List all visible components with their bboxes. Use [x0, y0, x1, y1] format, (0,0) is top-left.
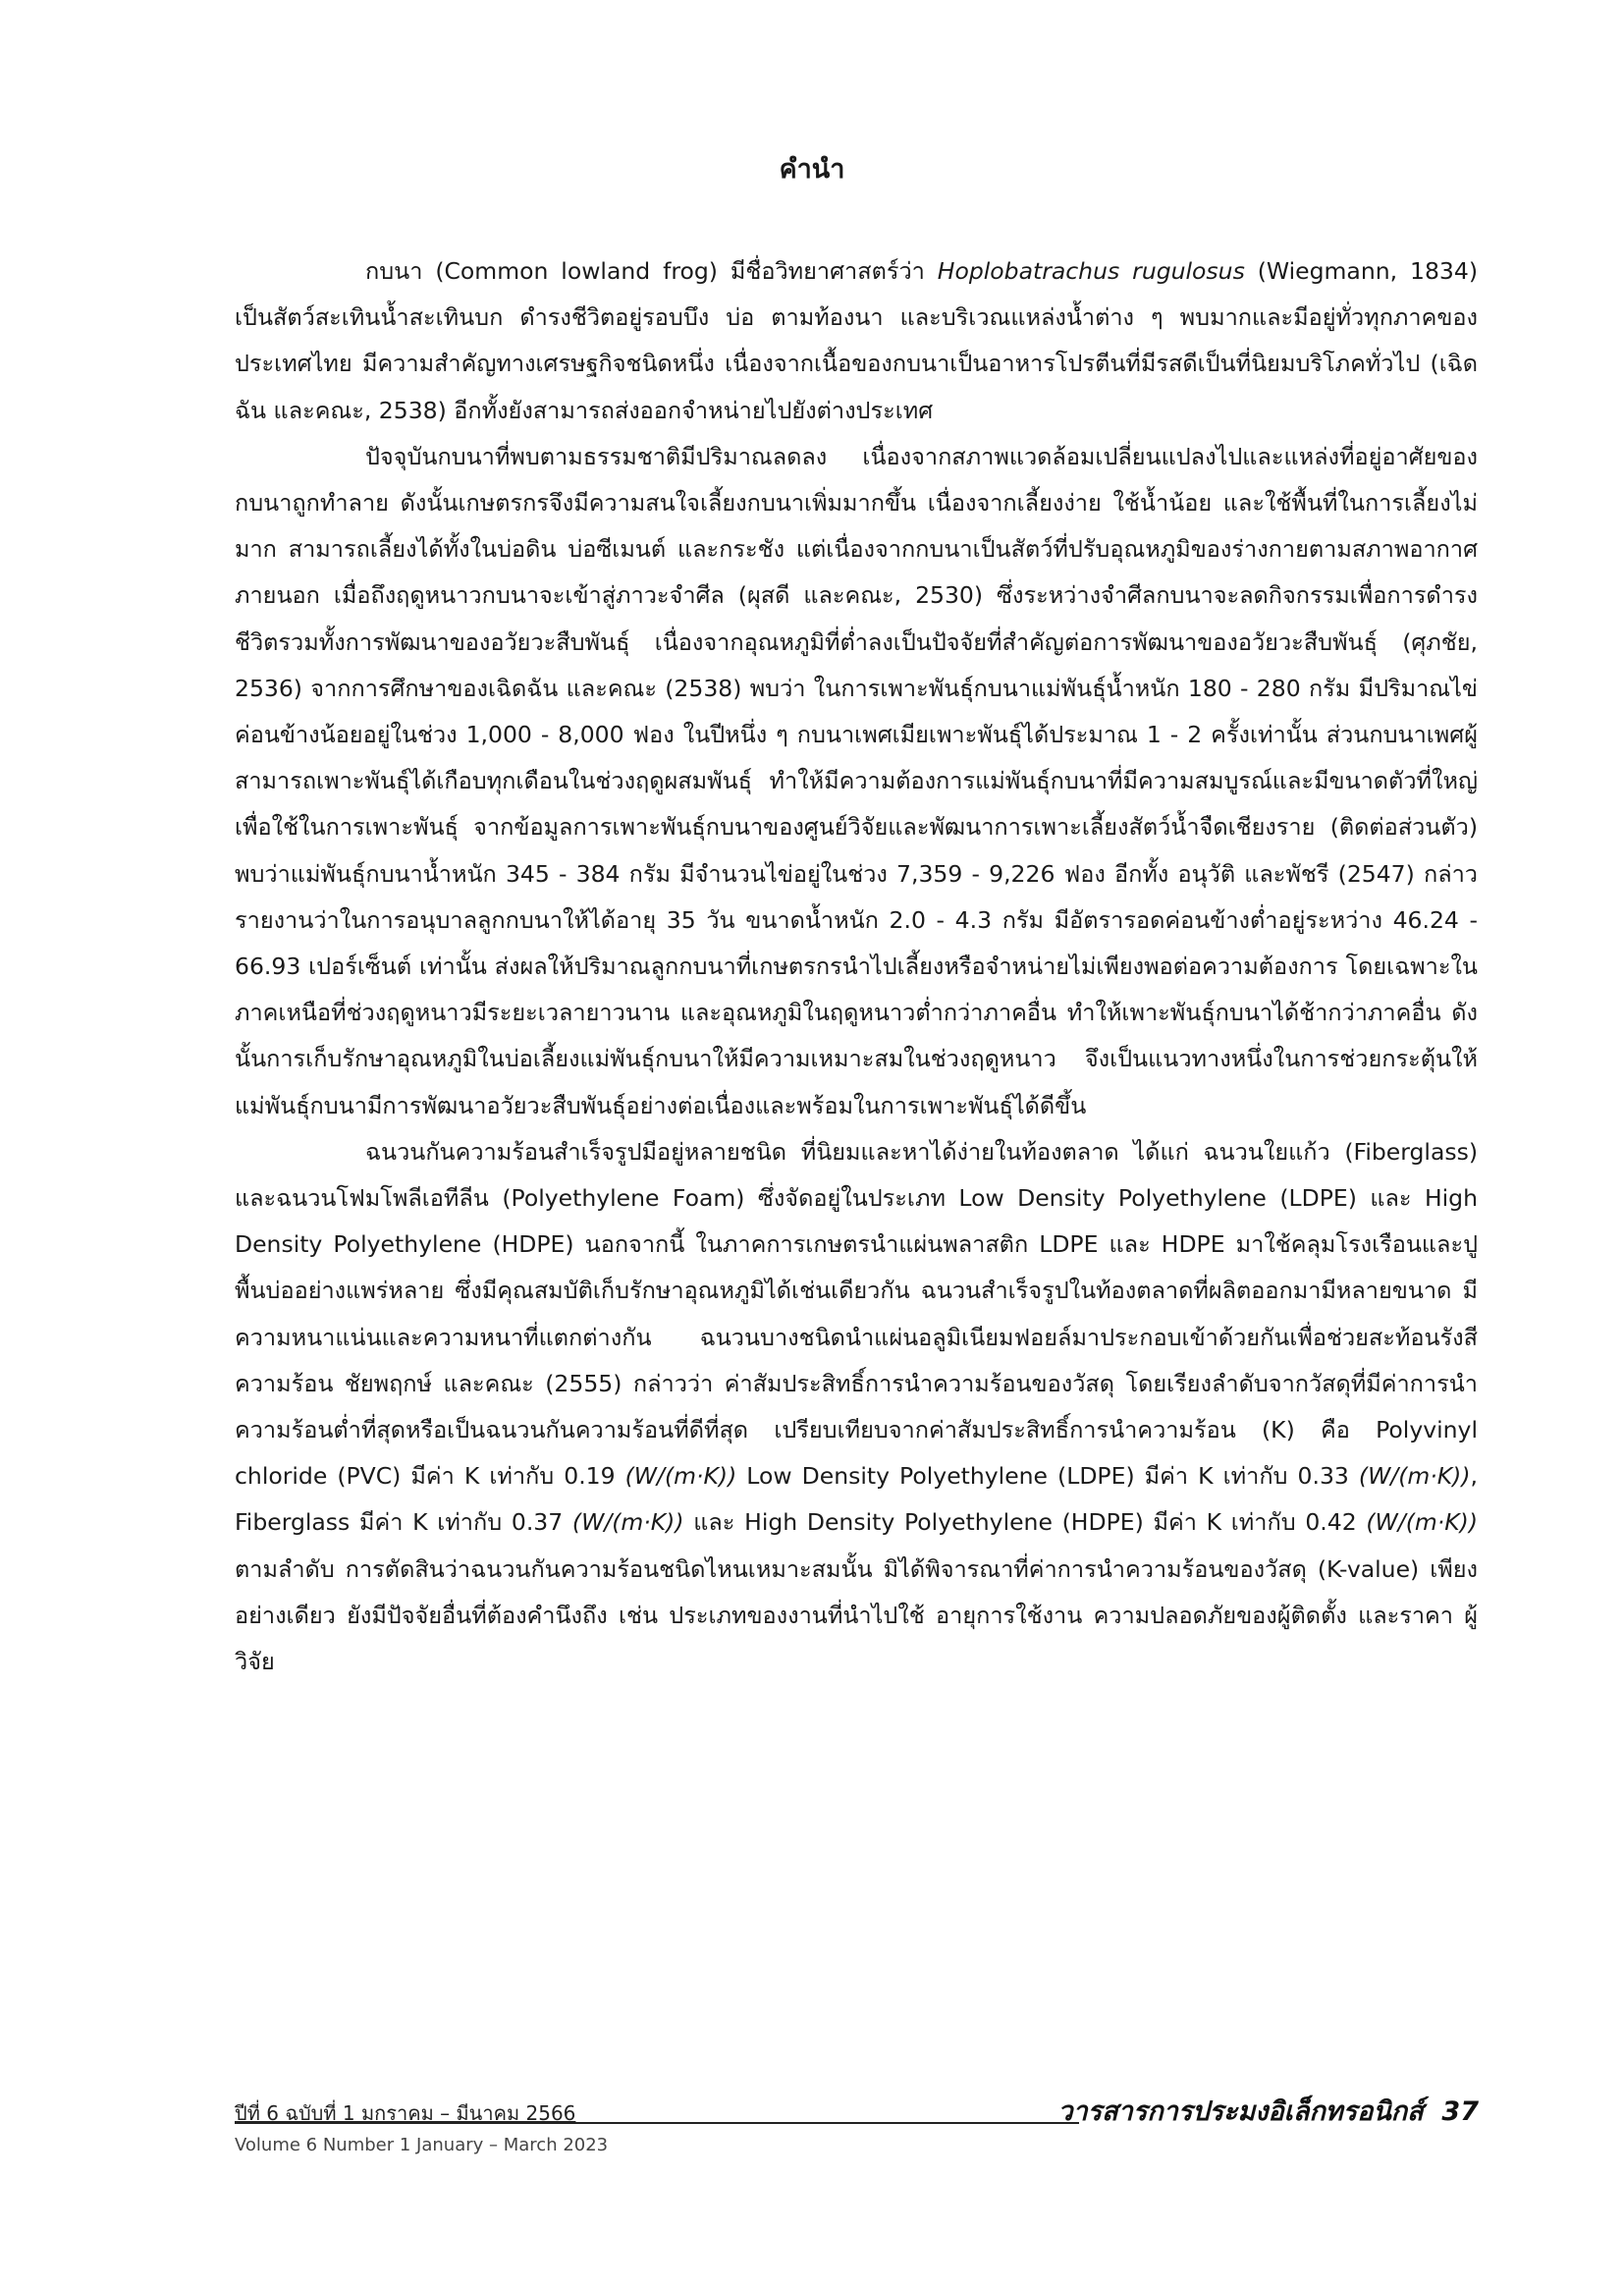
journal-name: วารสารการประมงอิเล็กทรอนิกส์: [1057, 2096, 1424, 2127]
paragraph-1: [235, 248, 1478, 434]
paragraph-3-text-3: , Fiberglass มีค่า K เท่ากับ 0.37: [235, 1462, 1478, 1537]
paragraph-3-text-2: Low Density Polyethylene (LDPE) มีค่า K เท่ากับ 0.33: [736, 1462, 1359, 1491]
paragraph-1-text-b: (Wiegmann, 1834) เป็นสัตว์สะเทินน้ำสะเทินบก ดำรงชีวิตอยู่รอบบึง บ่อ ตามท้องนา และบริเวณแหล่งน้ำต่าง ๆ พบมากและมีอยู่ทั่วทุกภาคของประเทศไทย มีความสำคัญทางเศรษฐกิจชนิดหนึ่ง เนื่องจากเนื้อของกบนาเป็นอาหารโปรตีนที่มีรสดีเป็นที่นิยมบริโภคทั่วไป (เฉิดฉัน และคณะ, 2538) อีกทั้งยังสามารถส่งออกจำหน่ายไปยังต่างประเทศ: [235, 257, 1479, 424]
species-name: Hoplobatrachus rugulosus: [937, 257, 1245, 285]
page-title: คำนำ: [779, 154, 845, 185]
unit-label: (W/(m·K)): [1366, 1508, 1478, 1537]
paragraph-3-text-4: และ High Density Polyethylene (HDPE) มีค่า K เท่ากับ 0.42: [683, 1508, 1367, 1537]
footer-issue-english: Volume 6 Number 1 January – March 2023: [235, 2135, 609, 2155]
article-body: [235, 248, 1478, 1685]
page-number: 37: [1441, 2096, 1479, 2127]
footer-divider: [235, 2122, 1079, 2124]
paragraph-3-text-1: ฉนวนกันความร้อนสำเร็จรูปมีอยู่หลายชนิด ที่นิยมและหาได้ง่ายในท้องตลาด ได้แก่ ฉนวนใยแก้ว (Fiberglass) และฉนวนโฟมโพลีเอทีลีน (Polyethylene Foam) ซึ่งจัดอยู่ในประเภท Low Density Polyethylene (LDPE) และ High Density Polyethylene (HDPE) นอกจากนี้ ในภาคการเกษตรนำแผ่นพลาสติก LDPE และ HDPE มาใช้คลุมโรงเรือนและปูพื้นบ่ออย่างแพร่หลาย ซึ่งมีคุณสมบัติเก็บรักษาอุณหภูมิได้เช่นเดียวกัน ฉนวนสำเร็จรูปในท้องตลาดที่ผลิตออกมามีหลายขนาด มีความหนาแน่นและความหนาที่แตกต่างกัน ฉนวนบางชนิดนำแผ่นอลูมิเนียมฟอยล์มาประกอบเข้าด้วยกันเพื่อช่วยสะท้อนรังสีความร้อน ชัยพฤกษ์ และคณะ (2555) กล่าวว่า ค่าสัมประสิทธิ์การนำความร้อนของวัสดุ โดยเรียงลำดับจากวัสดุที่มีค่าการนำความร้อนต่ำที่สุดหรือเป็นฉนวนกันความร้อนที่ดีที่สุด เปรียบเทียบจากค่าสัมประสิทธิ์การนำความร้อน (K) คือ Polyvinyl chloride (PVC) มีค่า K เท่ากับ 0.19: [235, 1137, 1478, 1491]
unit-label: (W/(m·K)): [1358, 1462, 1471, 1491]
footer-journal: [1057, 2090, 1479, 2132]
paragraph-1-text-a: กบนา (Common lowland frog) มีชื่อวิทยาศาสตร์ว่า: [365, 257, 938, 285]
unit-label: (W/(m·K)): [624, 1462, 737, 1491]
paragraph-3-text-5: ตามลำดับ การตัดสินว่าฉนวนกันความร้อนชนิดไหนเหมาะสมนั้น มิได้พิจารณาที่ค่าการนำความร้อนของวัสดุ (K-value) เพียงอย่างเดียว ยังมีปัจจัยอื่นที่ต้องคำนึงถึง เช่น ประเภทของงานที่นำไปใช้ อายุการใช้งาน ความปลอดภัยของผู้ติดตั้ง และราคา ผู้วิจัย: [235, 1554, 1478, 1676]
footer-issue-thai: ปีที่ 6 ฉบับที่ 1 มกราคม – มีนาคม 2566: [235, 2101, 576, 2125]
paragraph-2: ปัจจุบันกบนาที่พบตามธรรมชาติมีปริมาณลดลง เนื่องจากสภาพแวดล้อมเปลี่ยนแปลงไปและแหล่งที่อยู่อาศัยของกบนาถูกทำลาย ดังนั้นเกษตรกรจึงมีความสนใจเลี้ยงกบนาเพิ่มมากขึ้น เนื่องจากเลี้ยงง่าย ใช้น้ำน้อย และใช้พื้นที่ในการเลี้ยงไม่มาก สามารถเลี้ยงได้ทั้งในบ่อดิน บ่อซีเมนต์ และกระชัง แต่เนื่องจากกบนาเป็นสัตว์ที่ปรับอุณหภูมิของร่างกายตามสภาพอากาศภายนอก เมื่อถึงฤดูหนาวกบนาจะเข้าสู่ภาวะจำศีล (ผุสดี และคณะ, 2530) ซึ่งระหว่างจำศีลกบนาจะลดกิจกรรมเพื่อการดำรงชีวิตรวมทั้งการพัฒนาของอวัยวะสืบพันธุ์ เนื่องจากอุณหภูมิที่ต่ำลงเป็นปัจจัยที่สำคัญต่อการพัฒนาของอวัยวะสืบพันธุ์ (ศุภชัย, 2536) จากการศึกษาของเฉิดฉัน และคณะ (2538) พบว่า ในการเพาะพันธุ์กบนาแม่พันธุ์น้ำหนัก 180 - 280 กรัม มีปริมาณไข่ค่อนข้างน้อยอยู่ในช่วง 1,000 - 8,000 ฟอง ในปีหนึ่ง ๆ กบนาเพศเมียเพาะพันธุ์ได้ประมาณ 1 - 2 ครั้งเท่านั้น ส่วนกบนาเพศผู้สามารถเพาะพันธุ์ได้เกือบทุกเดือนในช่วงฤดูผสมพันธุ์ ทำให้มีความต้องการแม่พันธุ์กบนาที่มีความสมบูรณ์และมีขนาดตัวที่ใหญ่เพื่อใช้ในการเพาะพันธุ์ จากข้อมูลการเพาะพันธุ์กบนาของศูนย์วิจัยและพัฒนาการเพาะเลี้ยงสัตว์น้ำจืดเชียงราย (ติดต่อส่วนตัว) พบว่าแม่พันธุ์กบนาน้ำหนัก 345 - 384 กรัม มีจำนวนไข่อยู่ในช่วง 7,359 - 9,226 ฟอง อีกทั้ง อนุวัติ และพัชรี (2547) กล่าวรายงานว่าในการอนุบาลลูกกบนาให้ได้อายุ 35 วัน ขนาดน้ำหนัก 2.0 - 4.3 กรัม มีอัตรารอดค่อนข้างต่ำอยู่ระหว่าง 46.24 - 66.93 เปอร์เซ็นต์ เท่านั้น ส่งผลให้ปริมาณลูกกบนาที่เกษตรกรนำไปเลี้ยงหรือจำหน่ายไม่เพียงพอต่อความต้องการ โดยเฉพาะในภาคเหนือที่ช่วงฤดูหนาวมีระยะเวลายาวนาน และอุณหภูมิในฤดูหนาวต่ำกว่าภาคอื่น ทำให้เพาะพันธุ์กบนาได้ช้ากว่าภาคอื่น ดังนั้นการเก็บรักษาอุณหภูมิในบ่อเลี้ยงแม่พันธุ์กบนาให้มีความเหมาะสมในช่วงฤดูหนาว จึงเป็นแนวทางหนึ่งในการช่วยกระตุ้นให้แม่พันธุ์กบนามีการพัฒนาอวัยวะสืบพันธุ์อย่างต่อเนื่องและพร้อมในการเพาะพันธุ์ได้ดีขึ้น: [235, 442, 1478, 1119]
unit-label: (W/(m·K)): [571, 1508, 684, 1537]
paragraph-3: [235, 1129, 1478, 1685]
